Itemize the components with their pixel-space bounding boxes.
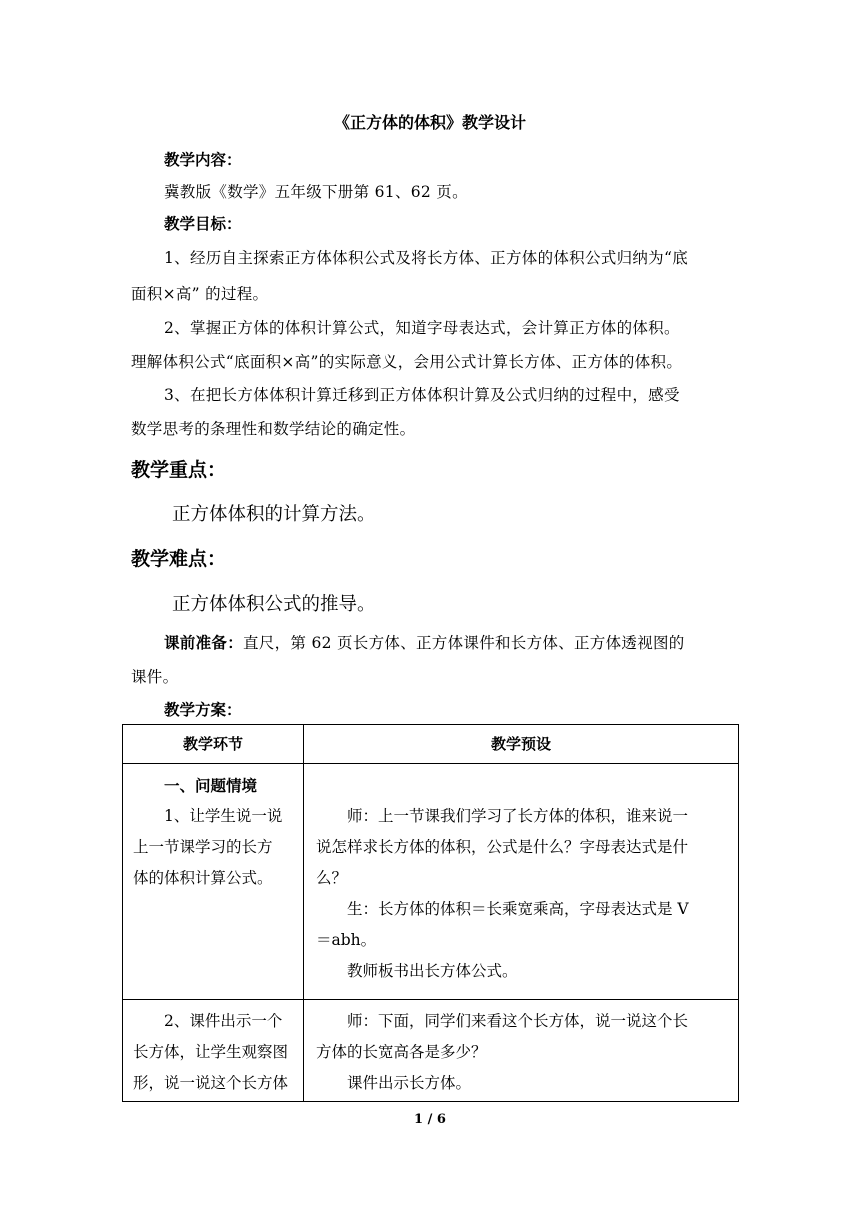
row2-right-line: 师：下面，同学们来看这个长方体，说一说这个长 bbox=[347, 1012, 689, 1030]
row2-stage-cell bbox=[123, 1000, 304, 1102]
plan-heading: 教学方案： bbox=[164, 700, 242, 719]
row1-preset-cell bbox=[304, 764, 739, 1000]
row1-left-line: 1、让学生说一说 bbox=[164, 807, 283, 825]
content-text: 冀教版《数学》五年级下册第 61、62 页。 bbox=[164, 183, 468, 201]
goal-3-line-2: 数学思考的条理性和数学结论的确定性。 bbox=[131, 420, 416, 438]
row1-section-title: 一、问题情境 bbox=[164, 776, 258, 795]
table-row bbox=[123, 1000, 739, 1102]
goal-3-line-1: 3、在把长方体体积计算迁移到正方体体积计算及公式归纳的过程中，感受 bbox=[164, 386, 680, 404]
document-title: 《正方体的体积》教学设计 bbox=[333, 113, 526, 132]
prep-text: 直尺，第 62 页长方体、正方体课件和长方体、正方体透视图的 bbox=[243, 634, 685, 652]
goal-2-line-1: 2、掌握正方体的体积计算公式，知道字母表达式，会计算正方体的体积。 bbox=[164, 319, 680, 337]
row1-right-line: ＝abh。 bbox=[316, 931, 377, 949]
prep-label: 课前准备： bbox=[164, 633, 244, 652]
row2-left-line: 2、课件出示一个 bbox=[164, 1012, 283, 1030]
goals-heading: 教学目标： bbox=[164, 214, 242, 233]
row2-left-line: 形，说一说这个长方体 bbox=[133, 1074, 289, 1092]
row1-stage-cell bbox=[123, 764, 304, 1000]
goal-1-line-1: 1、经历自主探索正方体体积公式及将长方体、正方体的体积公式归纳为“底 bbox=[164, 249, 688, 267]
row1-right-line: 说怎样求长方体的体积，公式是什么？字母表达式是什 bbox=[316, 838, 689, 856]
key-point-text: 正方体体积的计算方法。 bbox=[172, 504, 376, 525]
row1-right-line: 么？ bbox=[316, 869, 348, 887]
row2-preset-cell bbox=[304, 1000, 739, 1102]
row2-left-line: 长方体，让学生观察图 bbox=[133, 1043, 289, 1061]
row1-right-line: 师：上一节课我们学习了长方体的体积，谁来说一 bbox=[347, 807, 689, 825]
header-cell-stage: 教学环节 bbox=[123, 725, 304, 764]
content-heading: 教学内容： bbox=[164, 150, 242, 169]
table-row bbox=[123, 764, 739, 1000]
difficulty-text: 正方体体积公式的推导。 bbox=[172, 594, 376, 615]
row1-left-line: 体的体积计算公式。 bbox=[133, 869, 273, 887]
teaching-plan-table bbox=[122, 724, 739, 1102]
row2-right-line: 课件出示长方体。 bbox=[347, 1074, 472, 1092]
page-number: 1 / 6 bbox=[414, 1112, 446, 1127]
goal-2-line-2: 理解体积公式“底面积×高”的实际意义，会用公式计算长方体、正方体的体积。 bbox=[131, 353, 683, 371]
difficulty-heading: 教学难点： bbox=[131, 548, 227, 570]
row1-right-line: 教师板书出长方体公式。 bbox=[347, 962, 518, 980]
row2-right-line: 方体的长宽高各是多少？ bbox=[316, 1043, 487, 1061]
row1-left-line: 上一节课学习的长方 bbox=[133, 838, 273, 856]
row1-right-line: 生：长方体的体积＝长乘宽乘高，字母表达式是 V bbox=[347, 900, 689, 918]
header-cell-preset: 教学预设 bbox=[304, 725, 739, 764]
key-point-heading: 教学重点： bbox=[131, 459, 227, 481]
prep-line-2: 课件。 bbox=[131, 668, 179, 686]
goal-1-line-2: 面积×高” 的过程。 bbox=[131, 285, 269, 303]
prep-line-1 bbox=[164, 631, 685, 653]
table-header-row bbox=[123, 725, 739, 764]
